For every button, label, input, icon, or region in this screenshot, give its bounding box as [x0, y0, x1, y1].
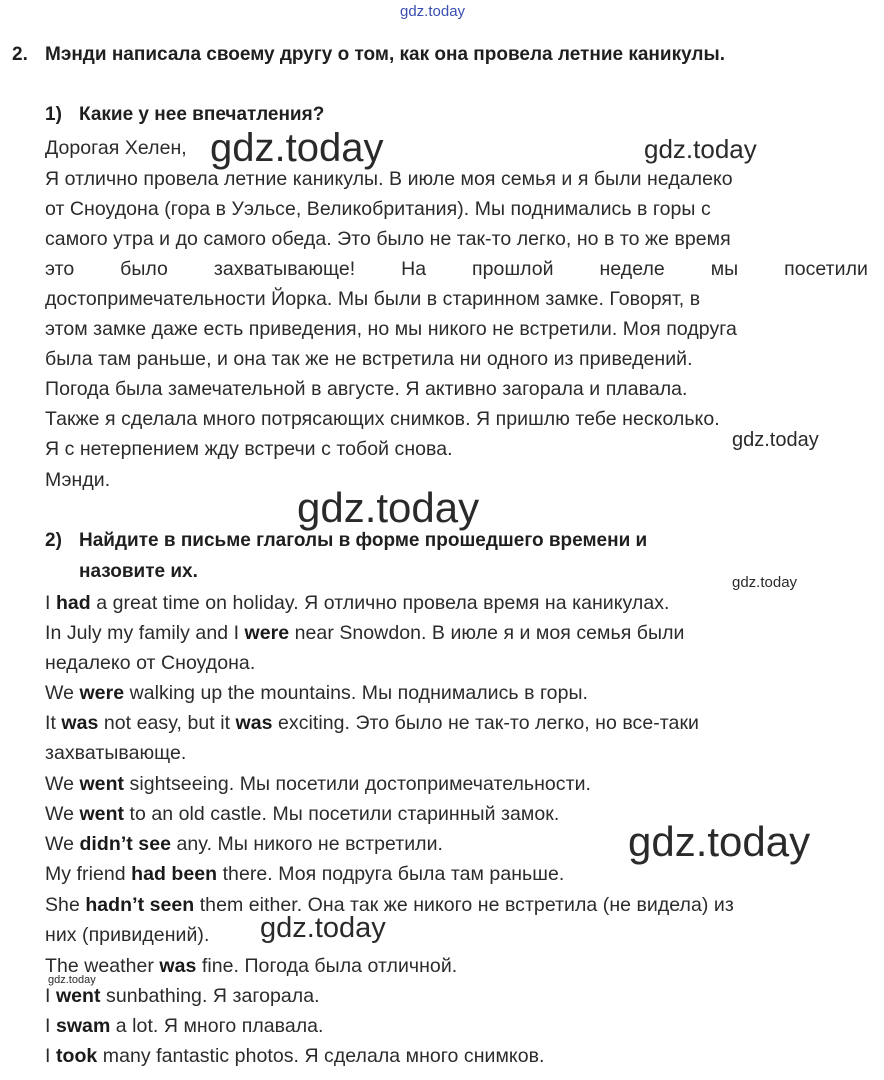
answer-10	[45, 955, 457, 978]
answer-text: I	[45, 592, 56, 614]
letter-line-4-word: было	[120, 258, 168, 280]
letter-line-4-word: На	[401, 258, 427, 280]
q2-number: 2)	[45, 530, 62, 551]
letter-greeting: Дорогая Хелен,	[45, 137, 187, 159]
watermark: gdz.today	[732, 429, 819, 451]
answer-text: In July my family and I	[45, 622, 245, 644]
answer-6	[45, 803, 559, 826]
answer-text: sunbathing. Я загорала.	[100, 985, 320, 1007]
letter-line-9: Также я сделала много потрясающих снимков. Я пришлю тебе несколько.	[45, 408, 720, 430]
answer-verb: were	[79, 682, 125, 704]
letter-line-7: была там раньше, и она так же не встретила ни одного из приведений.	[45, 348, 693, 370]
answer-text: It	[45, 712, 62, 734]
letter-line-4-word: мы	[710, 258, 739, 280]
answer-verb: swam	[55, 1015, 111, 1037]
answer-4-cont: захватывающе.	[45, 742, 187, 764]
watermark: gdz.today	[210, 126, 384, 170]
letter-signature: Мэнди.	[45, 469, 111, 491]
answer-text: walking up the mountains. Мы поднимались в горы.	[124, 682, 589, 704]
watermark: gdz.today	[48, 974, 96, 986]
answer-verb: was	[235, 712, 273, 734]
answer-text: The weather	[45, 955, 160, 977]
answer-verb: had	[55, 592, 91, 614]
watermark: gdz.today	[644, 134, 757, 164]
letter-line-8: Погода была замечательной в августе. Я активно загорала и плавала.	[45, 378, 688, 400]
answer-text: many fantastic photos. Я сделала много снимков.	[97, 1045, 545, 1067]
letter-line-10: Я с нетерпением жду встречи с тобой снова.	[45, 438, 453, 460]
answer-5	[45, 773, 591, 796]
answer-text: a great time on holiday. Я отлично провела время на каникулах.	[90, 592, 670, 614]
answer-2	[45, 622, 684, 645]
answer-text: them either. Она так же никого не встретила (не видела) из	[194, 894, 734, 916]
q1-number: 1)	[45, 104, 62, 125]
letter-line-4-word: это	[45, 258, 75, 280]
answer-text: We	[45, 682, 80, 704]
letter-line-4-word: посетили	[784, 258, 868, 280]
answer-text: I	[45, 1015, 56, 1037]
answer-text: a lot. Я много плавала.	[110, 1015, 324, 1037]
watermark: gdz.today	[732, 574, 798, 591]
answer-text: there. Моя подруга была там раньше.	[217, 863, 565, 885]
letter-line-4	[45, 258, 868, 281]
answer-verb: went	[55, 985, 101, 1007]
answer-text: any. Мы никого не встретили.	[171, 833, 443, 855]
answer-text: We	[45, 803, 80, 825]
watermark-top: gdz.today	[400, 3, 466, 20]
answer-9	[45, 894, 734, 917]
task-title: Мэнди написала своему другу о том, как она провела летние каникулы.	[45, 44, 725, 65]
letter-line-4-word: неделе	[599, 258, 665, 280]
answer-text: I	[45, 1045, 56, 1067]
letter-line-2: от Сноудона (гора в Уэльсе, Великобритания). Мы поднимались в горы с	[45, 198, 711, 220]
answer-8	[45, 863, 564, 886]
letter-line-6: этом замке даже есть приведения, но мы никого не встретили. Моя подруга	[45, 318, 737, 340]
answer-text: to an old castle. Мы посетили старинный замок.	[124, 803, 560, 825]
answer-verb: didn’t see	[79, 833, 171, 855]
letter-line-5: достопримечательности Йорка. Мы были в старинном замке. Говорят, в	[45, 288, 701, 310]
watermark: gdz.today	[628, 818, 811, 865]
letter-line-4-word: захватывающе!	[213, 258, 356, 280]
watermark: gdz.today	[260, 912, 386, 944]
answer-text: I	[45, 985, 56, 1007]
answer-verb: had been	[131, 863, 218, 885]
letter-line-1: Я отлично провела летние каникулы. В июле моя семья и я были недалеко	[45, 168, 733, 190]
q2-title-line-1: Найдите в письме глаголы в форме прошедшего времени и	[79, 530, 648, 551]
answer-13	[45, 1045, 545, 1068]
answer-text: exciting. Это было не так-то легко, но все-таки	[272, 712, 699, 734]
answer-verb: went	[79, 773, 125, 795]
answer-verb: was	[61, 712, 99, 734]
letter-line-4-word: прошлой	[472, 258, 554, 280]
letter-line-3: самого утра и до самого обеда. Это было не так-то легко, но в то же время	[45, 228, 731, 250]
answer-text: We	[45, 833, 80, 855]
q1-title: Какие у нее впечатления?	[79, 104, 325, 125]
answer-verb: hadn’t seen	[85, 894, 195, 916]
answer-text: sightseeing. Мы посетили достопримечательности.	[124, 773, 591, 795]
answer-verb: were	[244, 622, 290, 644]
task-number: 2.	[12, 44, 28, 65]
answer-2-cont: недалеко от Сноудона.	[45, 652, 256, 674]
answer-1	[45, 592, 670, 615]
watermark: gdz.today	[297, 484, 480, 531]
answer-3	[45, 682, 588, 705]
answer-verb: took	[55, 1045, 98, 1067]
answer-4	[45, 712, 699, 735]
answer-text: We	[45, 773, 80, 795]
answer-7	[45, 833, 443, 856]
q2-title-line-2: назовите их.	[79, 561, 198, 582]
answer-9-cont: них (привидений).	[45, 924, 210, 946]
answer-text: She	[45, 894, 86, 916]
answer-text: fine. Погода была отличной.	[196, 955, 458, 977]
answer-11	[45, 985, 320, 1008]
answer-verb: went	[79, 803, 125, 825]
answer-text: near Snowdon. В июле я и моя семья были	[289, 622, 685, 644]
answer-verb: was	[159, 955, 197, 977]
answer-text: My friend	[45, 863, 132, 885]
answer-text: not easy, but it	[98, 712, 236, 734]
answer-12	[45, 1015, 324, 1038]
